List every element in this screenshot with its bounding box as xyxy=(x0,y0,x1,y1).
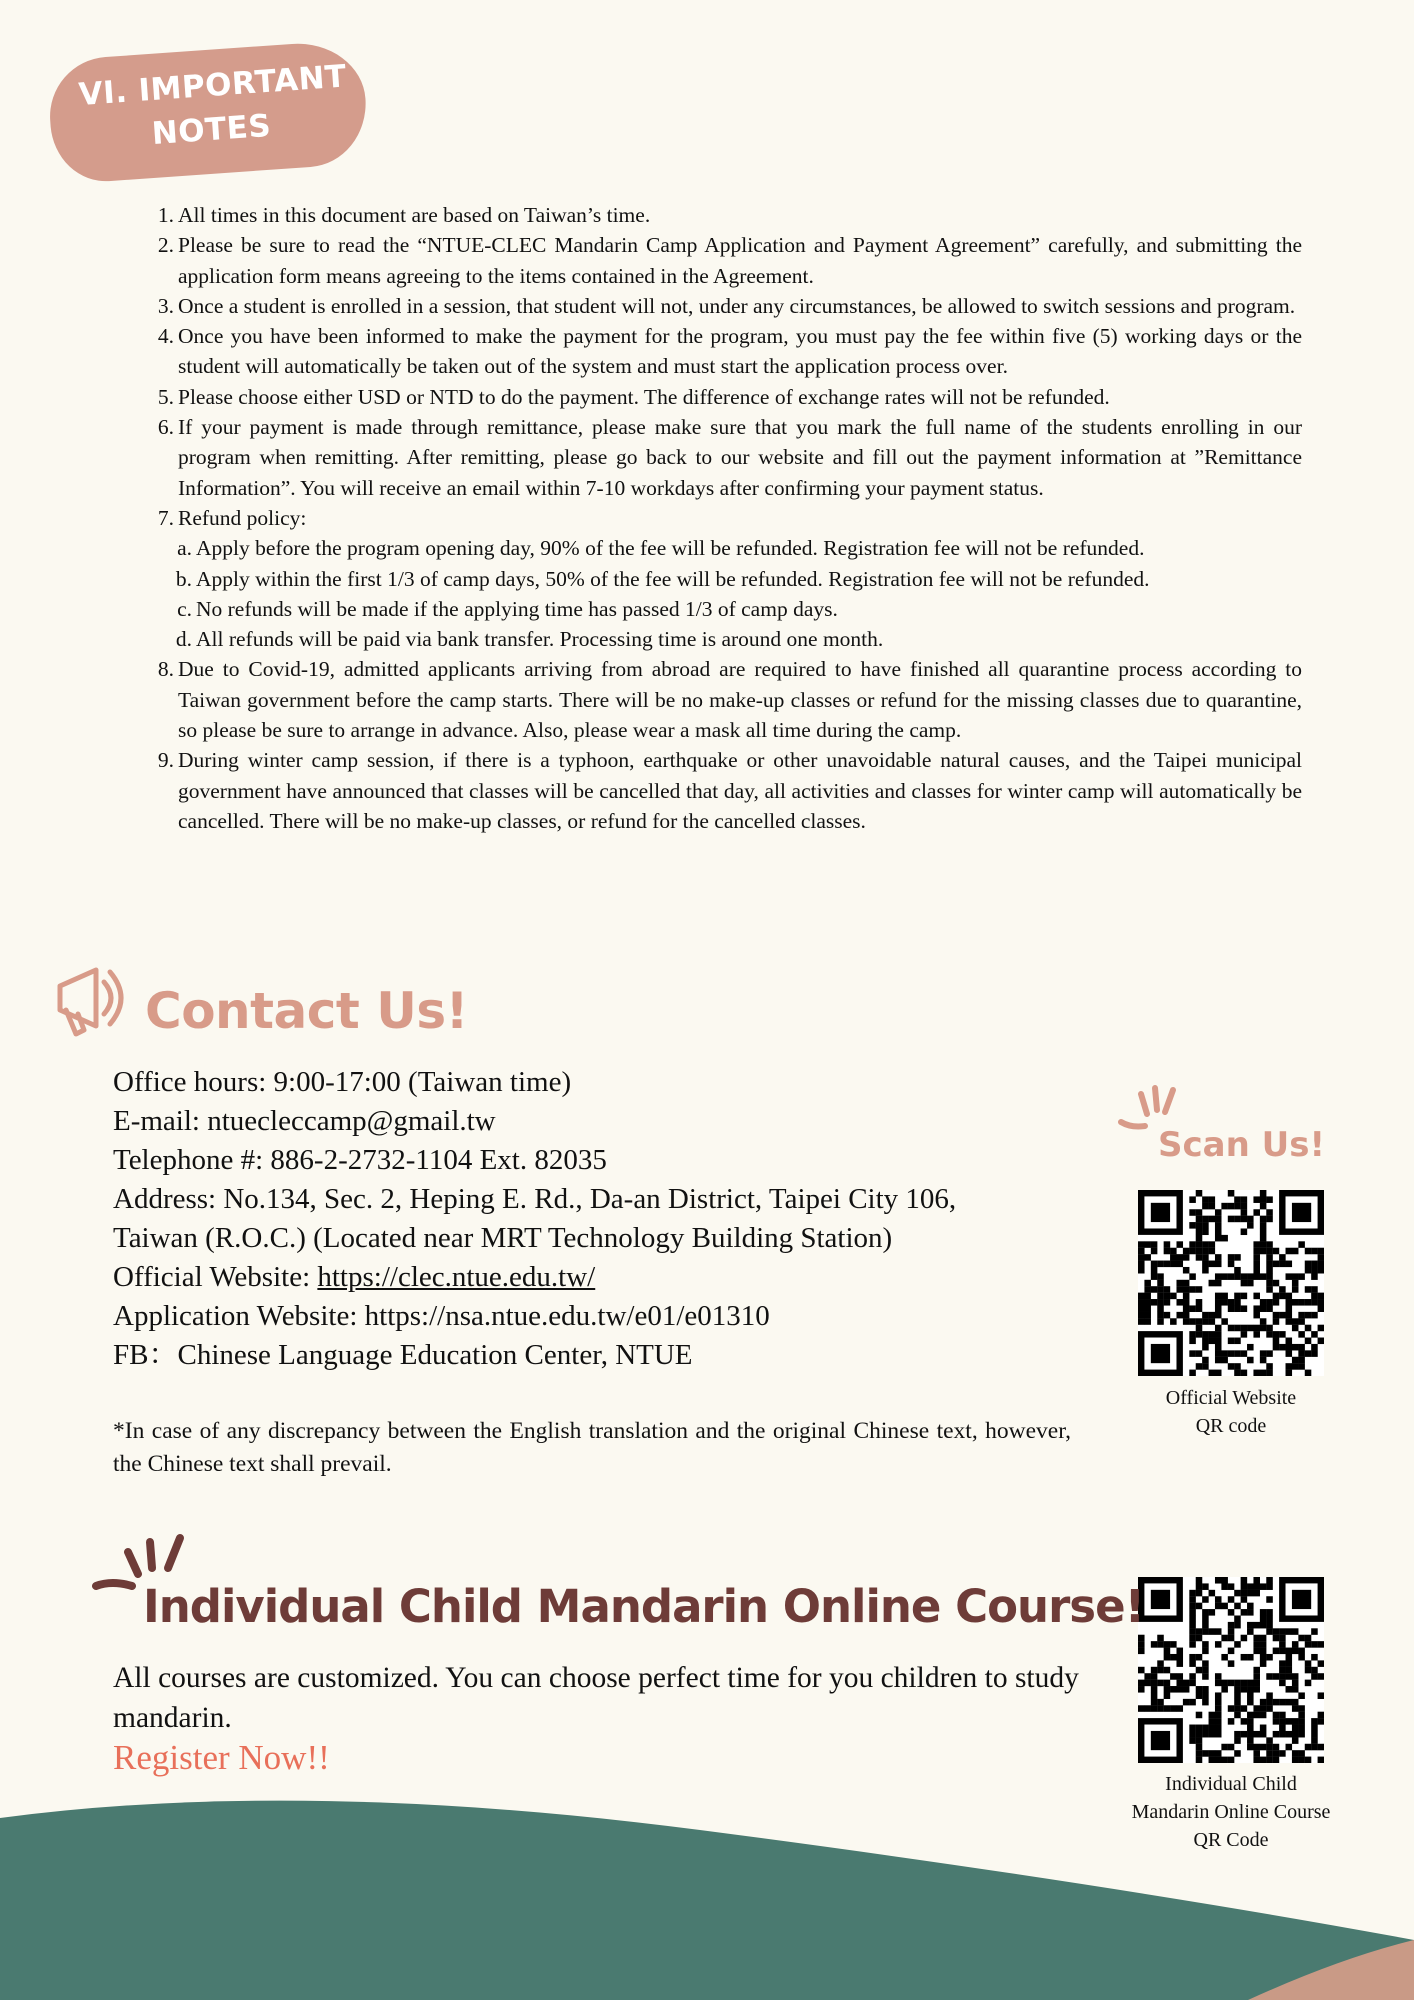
note-item: 3. Once a student is enrolled in a session, that student will not, under any circumstances, be allowed to switch sessions and program. xyxy=(157,293,1296,318)
course-description: All courses are customized. You can choose perfect time for you children to study mandarin. xyxy=(113,1662,1079,1734)
email: E-mail: ntuecleccamp@gmail.tw xyxy=(113,1105,496,1137)
note-item: 9. During winter camp session, if there is a typhoon, earthquake or other unavoidable natural causes, and the Taipei municipal government have announced that classes will be cancelled that day, all activities and classes for winter camp will automatically be cancelled. There will be no make-up classes, or refund for the cancelled classes. xyxy=(157,748,1302,833)
note-item: 6. If your payment is made through remittance, please make sure that you mark the full name of the students enrolling in our program when remitting. After remitting, please go back to our website and fill out the payment information at ”Remittance Information”. You will receive an email within 7-10 workdays after confirming your payment status. xyxy=(157,415,1302,500)
refund-item: d. All refunds will be paid via bank transfer. Processing time is around one month. xyxy=(175,627,884,652)
contact-title: Contact Us! xyxy=(145,982,468,1040)
address-line-2: Taiwan (R.O.C.) (Located near MRT Technology Building Station) xyxy=(113,1222,893,1254)
important-notes-list xyxy=(150,200,1302,836)
official-website: Official Website: https://clec.ntue.edu.tw/ xyxy=(113,1261,596,1293)
note-item: 1. All times in this document are based on Taiwan’s time. xyxy=(157,203,651,227)
section-title xyxy=(77,55,348,161)
refund-item: b. Apply within the first 1/3 of camp days, 50% of the fee will be refunded. Registration fee will not be refunded. xyxy=(175,566,1150,591)
office-hours: Office hours: 9:00-17:00 (Taiwan time) xyxy=(113,1066,572,1098)
note-item: 4. Once you have been informed to make the payment for the program, you must pay the fee within five (5) working days or the student will automatically be taken out of the system and must start the application process over. xyxy=(157,324,1302,379)
address-line-1: Address: No.134, Sec. 2, Heping E. Rd., Da-an District, Taipei City 106, xyxy=(113,1183,957,1215)
megaphone-icon xyxy=(52,958,132,1038)
disclaimer: *In case of any discrepancy between the English translation and the original Chinese text, however, the Chinese text shall prevail. xyxy=(113,1418,1071,1477)
section-title-line1: VI. IMPORTANT xyxy=(77,58,348,114)
refund-item: a. Apply before the program opening day, 90% of the fee will be refunded. Registration fee will not be refunded. xyxy=(177,536,1145,561)
note-item: 2. Please be sure to read the “NTUE-CLEC Mandarin Camp Application and Payment Agreement” carefully, and submitting the application form means agreeing to the items contained in the Agreement. xyxy=(157,233,1302,288)
course-title: Individual Child Mandarin Online Course! xyxy=(143,1580,1145,1633)
online-course-qr-caption: Individual Child Mandarin Online Course QR Code xyxy=(1131,1773,1331,1851)
note-item-refund-policy: 7. Refund policy: xyxy=(157,505,307,530)
official-website-qr-code[interactable] xyxy=(1138,1190,1324,1376)
note-item: 5. Please choose either USD or NTD to do the payment. The difference of exchange rates will not be refunded. xyxy=(157,384,1110,409)
telephone: Telephone #: 886-2-2732-1104 Ext. 82035 xyxy=(113,1144,607,1176)
official-website-link[interactable]: https://clec.ntue.edu.tw/ xyxy=(317,1261,596,1293)
facebook: FB：Chinese Language Education Center, NTUE xyxy=(113,1339,693,1371)
online-course-qr-code[interactable] xyxy=(1138,1577,1324,1763)
refund-item: c. No refunds will be made if the applying time has passed 1/3 of camp days. xyxy=(177,596,838,621)
scan-title: Scan Us! xyxy=(1158,1125,1325,1165)
contact-details xyxy=(113,1063,1073,1375)
footer-wave xyxy=(0,1790,1414,2000)
register-now-link[interactable]: Register Now!! xyxy=(113,1738,330,1777)
official-website-qr-caption: Official Website QR code xyxy=(1165,1387,1297,1437)
section-title-line2: NOTES xyxy=(150,107,273,153)
application-website: Application Website: https://nsa.ntue.edu.tw/e01/e01310 xyxy=(113,1300,770,1332)
note-item: 8. Due to Covid-19, admitted applicants arriving from abroad are required to have finished all quarantine process according to Taiwan government before the camp starts. There will be no make-up classes or refund for the missing classes due to quarantine, so please be sure to arrange in advance. Also, please wear a mask all time during the camp. xyxy=(157,657,1302,743)
